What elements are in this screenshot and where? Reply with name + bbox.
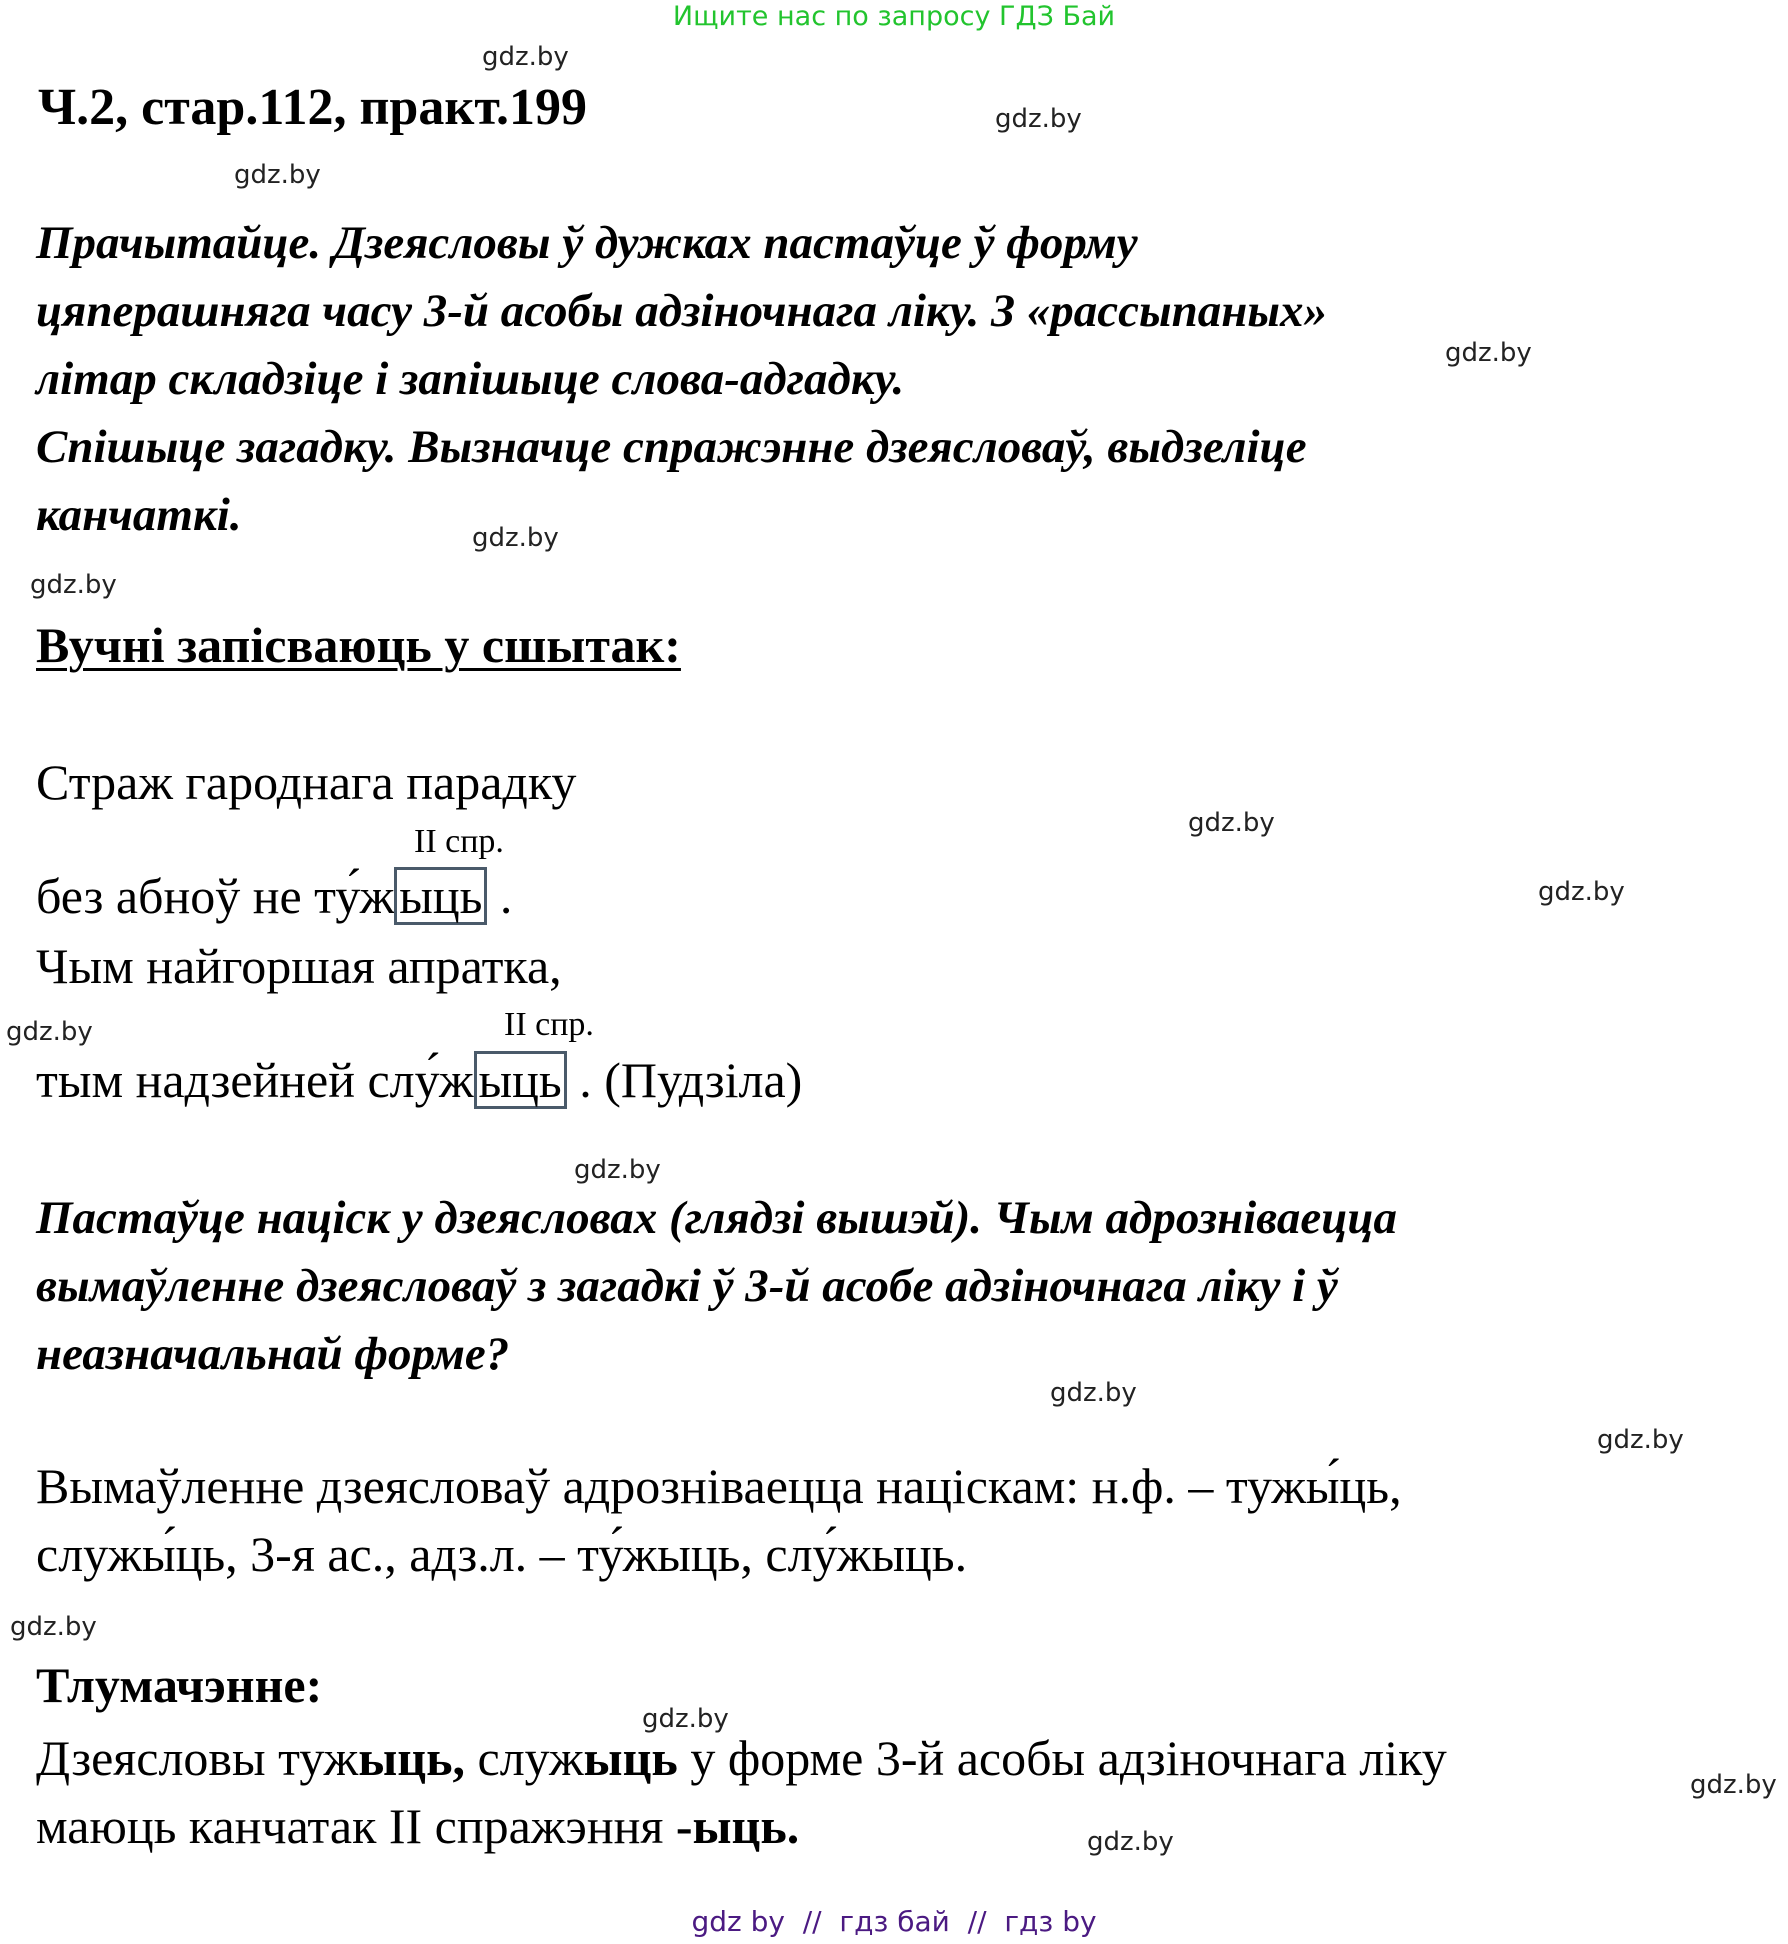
explanation-text: у форме 3-й асобы адзіночнага ліку: [677, 1730, 1447, 1786]
watermark: gdz.by: [574, 1155, 661, 1185]
watermark: gdz.by: [6, 1017, 93, 1047]
task-text-line: вымаўленне дзеясловаў з загадкі ў 3-й асобе адзіночнага ліку і ў: [36, 1260, 1338, 1312]
explanation-title: Тлумачэнне:: [36, 1657, 323, 1713]
riddle-text: . (Пудзіла): [566, 1052, 803, 1108]
watermark: gdz.by: [482, 42, 569, 72]
task-text-line: неазначальнай форме?: [36, 1328, 510, 1380]
search-hint-link[interactable]: Ищите нас по запросу ГДЗ Бай: [672, 1, 1116, 32]
watermark: gdz.by: [472, 523, 559, 553]
explanation-text: Дзеясловы туж: [36, 1730, 359, 1786]
task-text-line: цяперашняга часу 3-й асобы адзіночнага ліку. З «рассыпаных»: [36, 285, 1327, 337]
task-text-line: Спішыце загадку. Вызначце спражэнне дзеясловаў, выдзеліце: [36, 421, 1307, 473]
task-text-line: канчаткі.: [36, 489, 242, 541]
ending-box: ыць: [474, 1051, 567, 1109]
riddle-line: Страж гароднага парадку: [36, 754, 577, 810]
riddle-line: [36, 1050, 802, 1110]
task-text-line: Прачытайце. Дзеясловы ў дужках пастаўце ў форму: [36, 217, 1138, 269]
watermark: gdz.by: [30, 570, 117, 600]
watermark: gdz.by: [1690, 1770, 1777, 1800]
riddle-text: без абноў не ту́ж: [36, 868, 395, 924]
conjugation-note: II спр.: [414, 823, 504, 860]
ending-highlight: -ыць.: [675, 1798, 800, 1854]
ending-box: ыць: [394, 867, 487, 925]
page-title: Ч.2, стар.112, практ.199: [38, 79, 587, 136]
conjugation-note: II спр.: [504, 1006, 594, 1043]
watermark: gdz.by: [642, 1704, 729, 1734]
ending-highlight: ыць,: [358, 1730, 466, 1786]
riddle-text: тым надзейней слу́ж: [36, 1052, 474, 1108]
answer-line: Вымаўленне дзеясловаў адрозніваецца націскам: н.ф. – тужы́ць,: [36, 1458, 1402, 1514]
watermark: gdz.by: [1597, 1425, 1684, 1455]
explanation-text: маюць канчатак II спражэння: [36, 1798, 676, 1854]
riddle-line: [36, 866, 512, 926]
explanation-text: служ: [465, 1730, 584, 1786]
watermark: gdz.by: [1087, 1827, 1174, 1857]
watermark: gdz.by: [995, 104, 1082, 134]
watermark: gdz.by: [1188, 808, 1275, 838]
ending-highlight: ыць: [583, 1730, 678, 1786]
watermark: gdz.by: [234, 160, 321, 190]
watermark: gdz.by: [10, 1612, 97, 1642]
answer-line: служы́ць, 3-я ас., адз.л. – ту́жыць, слу́жыць.: [36, 1526, 968, 1582]
section-heading: Вучні запісваюць у сшытак:: [36, 617, 681, 673]
watermark: gdz.by: [1538, 877, 1625, 907]
task-text-line: літар складзіце і запішыце слова-адгадку.: [36, 353, 905, 405]
explanation-line: [36, 1725, 1447, 1791]
explanation-line: [36, 1793, 799, 1859]
riddle-text: .: [487, 868, 513, 924]
riddle-line: Чым найгоршая апратка,: [36, 938, 562, 994]
watermark: gdz.by: [1445, 338, 1532, 368]
task-text-line: Пастаўце націск у дзеясловах (глядзі вышэй). Чым адрозніваецца: [36, 1192, 1398, 1244]
watermark: gdz.by: [1050, 1378, 1137, 1408]
footer-links[interactable]: gdz by // гдз бай // гдз by: [691, 1905, 1097, 1938]
